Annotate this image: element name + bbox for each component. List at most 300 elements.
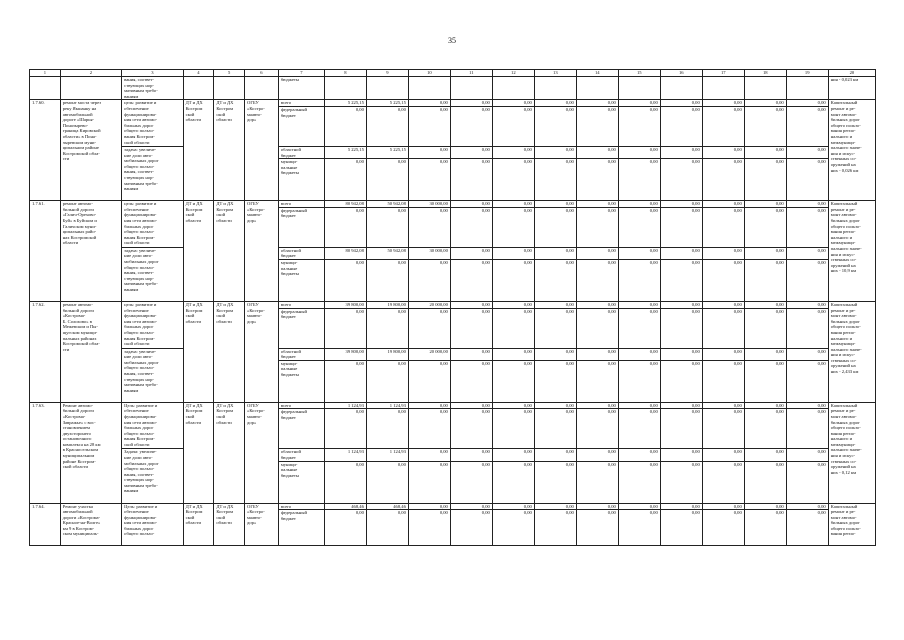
value-col-10: 0,00 (408, 503, 450, 510)
co-executor: ДТ и ДХ Костром ской области (214, 503, 245, 546)
value-col-17: 0,00 (702, 100, 744, 107)
cont-c1 (30, 77, 61, 100)
value-col-15: 0,00 (618, 159, 660, 201)
entry-name: Ремонт участка автомобильной дороги «Кострома- Красное-на-Волге» км 9 в Костром- ском муниципаль- (60, 503, 121, 546)
entry-task: задача: увеличе- ние доли авто- мобильных дорог общего пользо- вания, соответ- ствующих нор- мативным требо- ваниям (122, 247, 183, 301)
entry-1-row-1 (30, 100, 876, 107)
value-col-12: 0,00 (492, 348, 534, 360)
header-col-6: 6 (245, 70, 279, 77)
value-col-16: 0,00 (660, 159, 702, 201)
value-col-12: 0,00 (492, 106, 534, 146)
entry-3-row-3 (30, 348, 876, 360)
value-col-17: 0,00 (702, 146, 744, 158)
value-col-15: 0,00 (618, 503, 660, 510)
entry-2-row-1 (30, 201, 876, 208)
value-col-14: 0,00 (576, 503, 618, 510)
value-col-9: 0,00 (366, 207, 408, 247)
value-col-19: 0,00 (786, 106, 828, 146)
value-col-8: 0,00 (324, 159, 366, 201)
entry-1-row-3 (30, 146, 876, 158)
value-col-8: 5 225,15 (324, 146, 366, 158)
value-col-11: 0,00 (450, 449, 492, 461)
header-col-3: 3 (122, 70, 183, 77)
value-col-9: 1 124,93 (366, 449, 408, 461)
value-col-18: 0,00 (744, 159, 786, 201)
entry-task: задача: увеличе- ние доли авто- мобильных дорог общего пользо- вания, соответ- ствующих нор- мативным требо- ваниям (122, 146, 183, 200)
value-col-18: 0,00 (744, 348, 786, 360)
value-col-16: 0,00 (660, 402, 702, 409)
value-col-17: 0,00 (702, 259, 744, 301)
value-col-11: 0,00 (450, 461, 492, 503)
value-col-8: 39 800,00 (324, 301, 366, 308)
value-col-10: 0,00 (408, 159, 450, 201)
value-col-19: 0,00 (786, 247, 828, 259)
value-col-8: 39 800,00 (324, 348, 366, 360)
funding-source: областной бюджет (278, 146, 324, 158)
value-col-11: 0,00 (450, 159, 492, 201)
value-col-10: 0,00 (408, 106, 450, 146)
value-col-19: 0,00 (786, 100, 828, 107)
value-col-11: 0,00 (450, 247, 492, 259)
value-col-10: 0,00 (408, 207, 450, 247)
header-col-7: 7 (278, 70, 324, 77)
value-col-17: 0,00 (702, 360, 744, 402)
header-col-1: 1 (30, 70, 61, 77)
value-col-19: 0,00 (786, 259, 828, 301)
entry-goal: цель: развитие и обеспечение функционирова- ния сети автомо- бильных дорог общего пользо- вания Костром- ской области (122, 100, 183, 147)
header-col-14: 14 (576, 70, 618, 77)
value-col-19: 0,00 (786, 308, 828, 348)
value-col-15: 0,00 (618, 301, 660, 308)
value-col-15: 0,00 (618, 348, 660, 360)
value-col-13: 0,00 (534, 409, 576, 449)
funding-source: федеральный бюджет (278, 308, 324, 348)
header-col-15: 15 (618, 70, 660, 77)
value-col-11: 0,00 (450, 100, 492, 107)
value-col-11: 0,00 (450, 201, 492, 208)
value-col-13: 0,00 (534, 503, 576, 510)
header-col-9: 9 (366, 70, 408, 77)
value-col-9: 0,00 (366, 159, 408, 201)
value-col-9: 50 942,08 (366, 201, 408, 208)
value-col-8: 80 942,08 (324, 247, 366, 259)
value-col-13: 0,00 (534, 301, 576, 308)
value-col-12: 0,00 (492, 146, 534, 158)
co-executor: ДТ и ДХ Костром ской области (214, 402, 245, 503)
value-col-18: 0,00 (744, 301, 786, 308)
expected-result: Капитальный ремонт и ре- монт автомо- бильных дорог общего пользо- вания регио- (828, 503, 875, 546)
entry-goal: цель: развитие и обеспечение функционирова- ния сети автомо- бильных дорог общего пользо- вания Костром- ской области (122, 201, 183, 248)
value-col-8: 80 942,08 (324, 201, 366, 208)
value-col-15: 0,00 (618, 100, 660, 107)
value-col-16: 0,00 (660, 360, 702, 402)
responsible-executor: ДТ и ДХ Костром ской области (183, 201, 214, 302)
value-col-13: 0,00 (534, 402, 576, 409)
header-col-11: 11 (450, 70, 492, 77)
funding-source: федеральный бюджет (278, 106, 324, 146)
value-col-14: 0,00 (576, 348, 618, 360)
cont-value-10 (702, 77, 744, 100)
value-col-10: 0,00 (408, 100, 450, 107)
value-col-8: 1 124,93 (324, 449, 366, 461)
value-col-16: 0,00 (660, 100, 702, 107)
value-col-17: 0,00 (702, 402, 744, 409)
value-col-10: 0,00 (408, 259, 450, 301)
cont-value-11 (744, 77, 786, 100)
responsible-executor: ДТ и ДХ Костром ской области (183, 402, 214, 503)
value-col-11: 0,00 (450, 106, 492, 146)
value-col-9: 5 225,15 (366, 146, 408, 158)
value-col-12: 0,00 (492, 510, 534, 546)
value-col-19: 0,00 (786, 461, 828, 503)
cont-c2 (60, 77, 121, 100)
value-col-17: 0,00 (702, 503, 744, 510)
value-col-13: 0,00 (534, 259, 576, 301)
value-col-16: 0,00 (660, 201, 702, 208)
value-col-12: 0,00 (492, 409, 534, 449)
header-row (30, 70, 876, 77)
value-col-18: 0,00 (744, 247, 786, 259)
expected-result: Капитальный ремонт и ре- монт автомо- бильных дорог общего пользо- вания регио- нального и межмуници- пального значе- ния и искус- ственных со- оружений на них - 2,433 км (828, 301, 875, 402)
entry-task: Задача: увеличе- ние доли авто- мобильных дорог общего пользо- вания, соответ- ствующих нор- мативным требо- ваниям (122, 449, 183, 503)
funding-source: муници- пальные бюджеты (278, 360, 324, 402)
value-col-19: 0,00 (786, 201, 828, 208)
value-col-11: 0,00 (450, 510, 492, 546)
value-col-14: 0,00 (576, 402, 618, 409)
value-col-18: 0,00 (744, 503, 786, 510)
value-col-19: 0,00 (786, 159, 828, 201)
value-col-18: 0,00 (744, 106, 786, 146)
value-col-13: 0,00 (534, 360, 576, 402)
value-col-12: 0,00 (492, 201, 534, 208)
header-col-16: 16 (660, 70, 702, 77)
value-col-11: 0,00 (450, 207, 492, 247)
entry-4-row-1 (30, 402, 876, 409)
value-col-17: 0,00 (702, 159, 744, 201)
page-number: 35 (448, 36, 456, 45)
entry-goal: цель: развитие и обеспечение функционирова- ния сети автомо- бильных дорог общего пользо- вания Костром- ской области (122, 301, 183, 348)
entry-name: Ремонт автомо- бильной дороги «Кострома- Завражье» с вос- становлением двухсторонего остановочного комплекса на 28 км в Красносельском муниципальном районе Костром- ской области (60, 402, 121, 503)
value-col-12: 0,00 (492, 402, 534, 409)
value-col-8: 0,00 (324, 461, 366, 503)
value-col-8: 0,00 (324, 308, 366, 348)
entry-number: 1.7.61. (30, 201, 61, 302)
value-col-11: 0,00 (450, 308, 492, 348)
value-col-11: 0,00 (450, 146, 492, 158)
value-col-17: 0,00 (702, 106, 744, 146)
value-col-17: 0,00 (702, 510, 744, 546)
value-col-16: 0,00 (660, 308, 702, 348)
value-col-12: 0,00 (492, 301, 534, 308)
value-col-18: 0,00 (744, 360, 786, 402)
value-col-8: 0,00 (324, 360, 366, 402)
value-col-11: 0,00 (450, 348, 492, 360)
entry-number: 1.7.64. (30, 503, 61, 546)
cont-value-2 (366, 77, 408, 100)
value-col-19: 0,00 (786, 207, 828, 247)
value-col-10: 30 000,00 (408, 247, 450, 259)
value-col-17: 0,00 (702, 301, 744, 308)
value-col-9: 5 225,15 (366, 100, 408, 107)
responsible-executor: ДТ и ДХ Костром ской области (183, 301, 214, 402)
expected-result: Капитальный ремонт и ре- монт автомо- бильных дорог общего пользо- вания регио- нального и межмуници- пального значе- ния и искус- ственных со- оружений на них - 0,12 км (828, 402, 875, 503)
funding-source: муници- пальные бюджеты (278, 461, 324, 503)
value-col-13: 0,00 (534, 449, 576, 461)
value-col-14: 0,00 (576, 259, 618, 301)
entry-number: 1.7.62. (30, 301, 61, 402)
value-col-14: 0,00 (576, 409, 618, 449)
value-col-11: 0,00 (450, 409, 492, 449)
entry-2-row-3 (30, 247, 876, 259)
header-col-5: 5 (214, 70, 245, 77)
value-col-8: 0,00 (324, 409, 366, 449)
value-col-10: 0,00 (408, 360, 450, 402)
responsible-executor: ДТ и ДХ Костром ской области (183, 100, 214, 201)
value-col-17: 0,00 (702, 348, 744, 360)
entry-4-row-3 (30, 449, 876, 461)
value-col-16: 0,00 (660, 461, 702, 503)
value-col-14: 0,00 (576, 461, 618, 503)
funding-source: всего (278, 402, 324, 409)
co-executor: ДТ и ДХ Костром ской области (214, 201, 245, 302)
value-col-15: 0,00 (618, 510, 660, 546)
table-body (30, 70, 876, 546)
value-col-10: 30 000,00 (408, 201, 450, 208)
entry-goal: Цель: развитие и обеспечение функционирова- ния сети автомо- бильных дорог общего пользо- вания Костром- ской области (122, 402, 183, 449)
value-col-14: 0,00 (576, 510, 618, 546)
header-col-12: 12 (492, 70, 534, 77)
value-col-18: 0,00 (744, 308, 786, 348)
entry-5-row-1 (30, 503, 876, 510)
value-col-13: 0,00 (534, 201, 576, 208)
cont-c6 (245, 77, 279, 100)
value-col-14: 0,00 (576, 308, 618, 348)
value-col-12: 0,00 (492, 503, 534, 510)
value-col-18: 0,00 (744, 409, 786, 449)
value-col-13: 0,00 (534, 159, 576, 201)
value-col-13: 0,00 (534, 461, 576, 503)
cont-value-5 (492, 77, 534, 100)
value-col-9: 468,46 (366, 503, 408, 510)
co-executor: ДТ и ДХ Костром ской области (214, 301, 245, 402)
value-col-9: 0,00 (366, 259, 408, 301)
value-col-10: 0,00 (408, 409, 450, 449)
program-table (29, 69, 876, 546)
value-col-14: 0,00 (576, 360, 618, 402)
value-col-13: 0,00 (534, 510, 576, 546)
entry-3-row-1 (30, 301, 876, 308)
value-col-16: 0,00 (660, 106, 702, 146)
value-col-19: 0,00 (786, 510, 828, 546)
value-col-18: 0,00 (744, 207, 786, 247)
value-col-9: 19 800,00 (366, 348, 408, 360)
co-executor: ДТ и ДХ Костром ской области (214, 100, 245, 201)
funding-source: федеральный бюджет (278, 409, 324, 449)
entry-name: ремонт автомо- бильной дороги «Кострома- Б. Солохово» в Межевском и Пы- щугском муници- пальных районах Костромской обла- сти (60, 301, 121, 402)
value-col-9: 0,00 (366, 308, 408, 348)
cont-value-1 (324, 77, 366, 100)
value-col-19: 0,00 (786, 402, 828, 409)
value-col-9: 19 800,00 (366, 301, 408, 308)
header-col-17: 17 (702, 70, 744, 77)
value-col-17: 0,00 (702, 308, 744, 348)
value-col-10: 20 000,00 (408, 301, 450, 308)
cont-c5 (214, 77, 245, 100)
value-col-9: 1 124,93 (366, 402, 408, 409)
cont-task: вания, соответ- ствующих нор- мативным требо- ваниям (122, 77, 183, 100)
value-col-17: 0,00 (702, 247, 744, 259)
value-col-12: 0,00 (492, 308, 534, 348)
value-col-17: 0,00 (702, 201, 744, 208)
value-col-12: 0,00 (492, 207, 534, 247)
value-col-18: 0,00 (744, 510, 786, 546)
value-col-15: 0,00 (618, 201, 660, 208)
cont-value-9 (660, 77, 702, 100)
value-col-19: 0,00 (786, 503, 828, 510)
participant: ОГБУ «Костро- маавто- дор» (245, 301, 279, 402)
value-col-15: 0,00 (618, 461, 660, 503)
value-col-19: 0,00 (786, 146, 828, 158)
value-col-14: 0,00 (576, 159, 618, 201)
funding-source: всего (278, 100, 324, 107)
value-col-14: 0,00 (576, 449, 618, 461)
header-col-19: 19 (786, 70, 828, 77)
header-col-4: 4 (183, 70, 214, 77)
value-col-15: 0,00 (618, 308, 660, 348)
value-col-13: 0,00 (534, 348, 576, 360)
value-col-14: 0,00 (576, 201, 618, 208)
value-col-18: 0,00 (744, 449, 786, 461)
funding-source: всего (278, 301, 324, 308)
value-col-18: 0,00 (744, 201, 786, 208)
value-col-18: 0,00 (744, 402, 786, 409)
value-col-10: 0,00 (408, 449, 450, 461)
value-col-8: 0,00 (324, 207, 366, 247)
cont-source: бюджеты (278, 77, 324, 100)
value-col-9: 0,00 (366, 510, 408, 546)
value-col-12: 0,00 (492, 159, 534, 201)
value-col-15: 0,00 (618, 402, 660, 409)
value-col-16: 0,00 (660, 510, 702, 546)
cont-value-7 (576, 77, 618, 100)
header-col-20: 20 (828, 70, 875, 77)
entry-number: 1.7.63. (30, 402, 61, 503)
value-col-16: 0,00 (660, 449, 702, 461)
value-col-13: 0,00 (534, 207, 576, 247)
value-col-14: 0,00 (576, 100, 618, 107)
value-col-13: 0,00 (534, 100, 576, 107)
participant: ОГБУ «Костро- маавто- дор» (245, 402, 279, 503)
value-col-10: 0,00 (408, 308, 450, 348)
value-col-8: 5 225,15 (324, 100, 366, 107)
funding-source: федеральный бюджет (278, 207, 324, 247)
cont-value-12 (786, 77, 828, 100)
value-col-16: 0,00 (660, 259, 702, 301)
header-col-13: 13 (534, 70, 576, 77)
value-col-10: 0,00 (408, 461, 450, 503)
value-col-16: 0,00 (660, 247, 702, 259)
value-col-13: 0,00 (534, 146, 576, 158)
funding-source: областной бюджет (278, 247, 324, 259)
entry-name: ремонт моста через реку Якшанку на автомобильной дороге «Шарья- Поназырево- граница Кировской области» в Пона- зыревском муни- ципальном районе Костромской обла- сти (60, 100, 121, 201)
value-col-12: 0,00 (492, 100, 534, 107)
value-col-10: 0,00 (408, 146, 450, 158)
value-col-10: 0,00 (408, 510, 450, 546)
header-col-18: 18 (744, 70, 786, 77)
value-col-16: 0,00 (660, 146, 702, 158)
entry-name: ремонт автомо- бильной дороги «Галич-Орехово- Буй» в Буйском и Галичском муни- ципальных райо- нах Костромской области (60, 201, 121, 302)
value-col-19: 0,00 (786, 360, 828, 402)
value-col-16: 0,00 (660, 301, 702, 308)
value-col-12: 0,00 (492, 259, 534, 301)
value-col-16: 0,00 (660, 409, 702, 449)
value-col-12: 0,00 (492, 360, 534, 402)
value-col-11: 0,00 (450, 402, 492, 409)
cont-value-8 (618, 77, 660, 100)
value-col-11: 0,00 (450, 360, 492, 402)
value-col-19: 0,00 (786, 301, 828, 308)
value-col-12: 0,00 (492, 247, 534, 259)
value-col-16: 0,00 (660, 503, 702, 510)
value-col-17: 0,00 (702, 449, 744, 461)
value-col-17: 0,00 (702, 409, 744, 449)
continuation-row (30, 77, 876, 100)
entry-number: 1.7.60. (30, 100, 61, 201)
value-col-19: 0,00 (786, 348, 828, 360)
value-col-10: 20 000,00 (408, 348, 450, 360)
entry-goal: Цель: развитие и обеспечение функционирова- ния сети автомо- бильных дорог общего пользо- (122, 503, 183, 546)
value-col-11: 0,00 (450, 301, 492, 308)
value-col-17: 0,00 (702, 461, 744, 503)
value-col-9: 0,00 (366, 106, 408, 146)
value-col-17: 0,00 (702, 207, 744, 247)
value-col-8: 1 124,93 (324, 402, 366, 409)
value-col-9: 50 942,08 (366, 247, 408, 259)
value-col-13: 0,00 (534, 106, 576, 146)
value-col-15: 0,00 (618, 207, 660, 247)
value-col-13: 0,00 (534, 247, 576, 259)
participant: ОГБУ «Костро- маавто- дор» (245, 503, 279, 546)
value-col-18: 0,00 (744, 259, 786, 301)
funding-source: всего (278, 503, 324, 510)
value-col-16: 0,00 (660, 207, 702, 247)
expected-result: Капитальный ремонт и ре- монт автомо- бильных дорог общего пользо- вания регио- нального и межмуници- пального значе- ния и искус- ственных со- оружений на них - 10,9 км (828, 201, 875, 302)
value-col-9: 0,00 (366, 409, 408, 449)
value-col-14: 0,00 (576, 146, 618, 158)
value-col-15: 0,00 (618, 247, 660, 259)
header-col-10: 10 (408, 70, 450, 77)
value-col-16: 0,00 (660, 348, 702, 360)
value-col-15: 0,00 (618, 449, 660, 461)
value-col-14: 0,00 (576, 301, 618, 308)
value-col-13: 0,00 (534, 308, 576, 348)
value-col-8: 468,46 (324, 503, 366, 510)
header-col-2: 2 (60, 70, 121, 77)
participant: ОГБУ «Костро- маавто- дор» (245, 100, 279, 201)
cont-result: ния - 0,023 км (828, 77, 875, 100)
value-col-15: 0,00 (618, 146, 660, 158)
value-col-15: 0,00 (618, 360, 660, 402)
value-col-18: 0,00 (744, 146, 786, 158)
value-col-18: 0,00 (744, 461, 786, 503)
expected-result: Капитальный ремонт и ре- монт автомо- бильных дорог общего пользо- вания регио- нального и межмуници- пального значе- ния и искус- ственных со- оружений на них - 0,026 км (828, 100, 875, 201)
value-col-15: 0,00 (618, 106, 660, 146)
value-col-8: 0,00 (324, 259, 366, 301)
value-col-12: 0,00 (492, 449, 534, 461)
participant: ОГБУ «Костро- маавто- дор» (245, 201, 279, 302)
value-col-12: 0,00 (492, 461, 534, 503)
value-col-9: 0,00 (366, 461, 408, 503)
